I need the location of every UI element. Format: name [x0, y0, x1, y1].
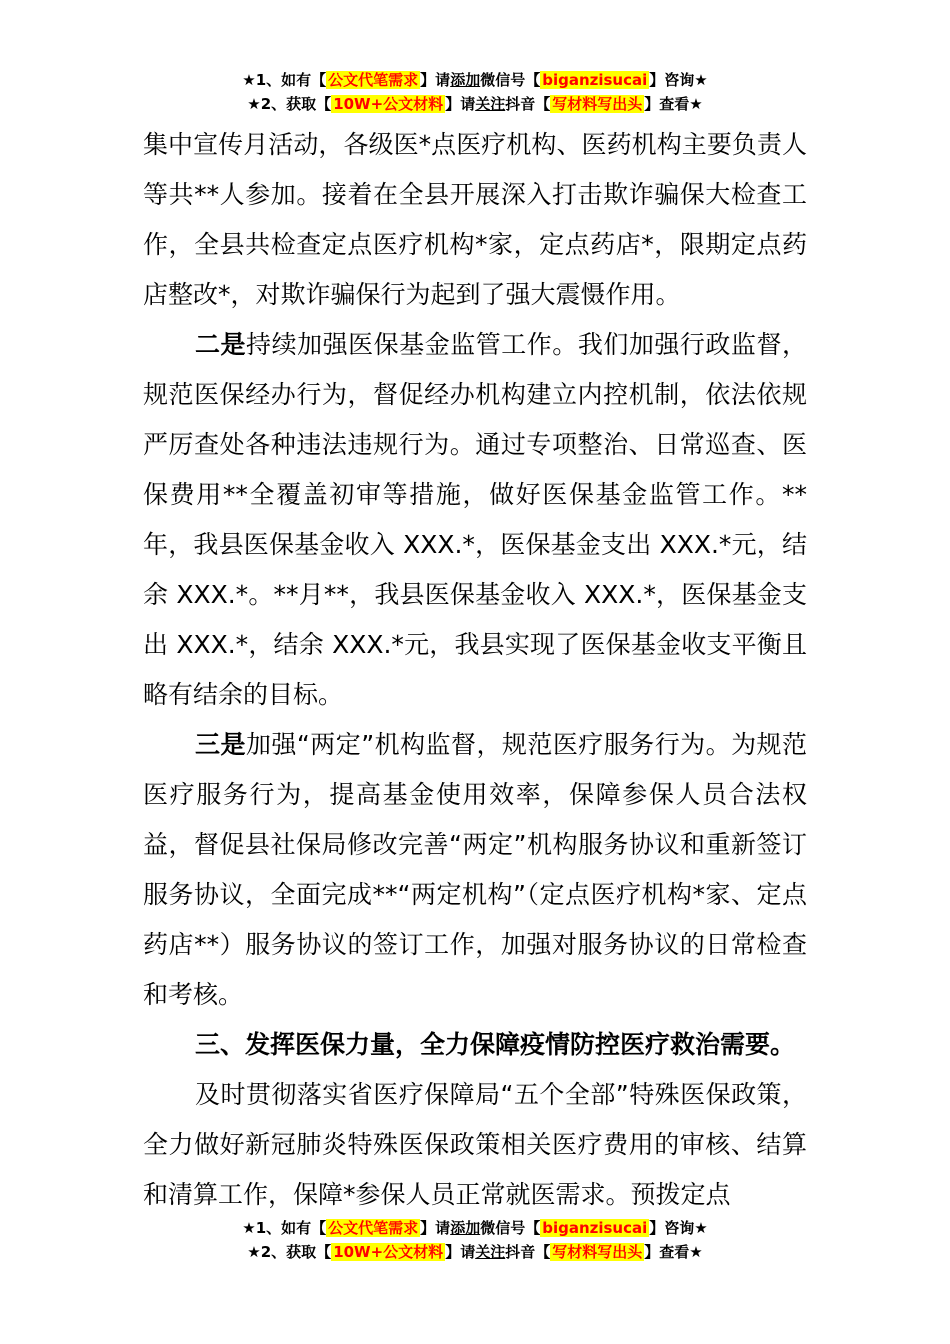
section-heading: 三、发挥医保力量，全力保障疫情防控医疗救治需要。	[195, 1030, 796, 1059]
banner-text: 】请	[420, 1219, 451, 1237]
banner-highlight: 写材料写出头	[552, 95, 643, 113]
banner-highlight: biganzisucai	[542, 1219, 648, 1237]
banner-highlight: 10W+公文材料	[333, 1243, 444, 1261]
banner-text: ★2、获取【	[247, 95, 332, 113]
banner-text: ★2、获取【	[247, 1243, 332, 1261]
banner-underline: 关注	[475, 1243, 506, 1261]
banner-underline: 添加	[450, 71, 481, 89]
paragraph-3	[143, 720, 807, 1020]
footer-banner	[0, 1216, 950, 1264]
banner-text: ★1、如有【	[242, 71, 327, 89]
paragraph-text: 持续加强医保基金监管工作。我们加强行政监督，规范医保经办行为，督促经办机构建立内控机制，依法依规严厉查处各种违法违规行为。通过专项整治、日常巡查、医保费用**全覆盖初审等措施，做好医保基金监管工作。**年，我县医保基金收入 XXX.*，医保基金支出 XXX.*元，结余 XXX.*。**月**，我县医保基金收入 XXX.*，医保基金支出 XXX.*，结余 XXX.*元，我县实现了医保基金收支平衡且略有结余的目标。	[143, 330, 807, 709]
paragraph-lead: 三是	[195, 730, 246, 759]
banner-text: 微信号【	[480, 1219, 541, 1237]
banner-text: 】查看★	[644, 95, 703, 113]
banner-text: 】请	[445, 1243, 476, 1261]
document-body	[143, 120, 807, 1220]
banner-text: 】查看★	[644, 1243, 703, 1261]
banner-text: 】咨询★	[649, 71, 708, 89]
banner-highlight: 写材料写出头	[552, 1243, 643, 1261]
banner-text: 抖音【	[505, 95, 551, 113]
banner-text: ★1、如有【	[242, 1219, 327, 1237]
banner-line-1	[0, 68, 950, 92]
banner-text: 微信号【	[480, 71, 541, 89]
banner-line-1	[0, 1216, 950, 1240]
banner-highlight: biganzisucai	[542, 71, 648, 89]
paragraph-4: 及时贯彻落实省医疗保障局“五个全部”特殊医保政策，全力做好新冠肺炎特殊医保政策相关医疗费用的审核、结算和清算工作，保障*参保人员正常就医需求。预拨定点	[143, 1080, 807, 1209]
paragraph-2	[143, 320, 807, 720]
paragraph-lead: 二是	[195, 330, 247, 359]
banner-text: 抖音【	[505, 1243, 551, 1261]
banner-highlight: 10W+公文材料	[333, 95, 444, 113]
paragraph-text: 加强“两定”机构监督，规范医疗服务行为。为规范医疗服务行为，提高基金使用效率，保障参保人员合法权益，督促县社保局修改完善“两定”机构服务协议和重新签订服务协议，全面完成**“两定机构”（定点医疗机构*家、定点药店**）服务协议的签订工作，加强对服务协议的日常检查和考核。	[143, 730, 807, 1009]
banner-highlight: 公文代笔需求	[328, 1219, 419, 1237]
banner-underline: 添加	[450, 1219, 481, 1237]
banner-text: 】请	[420, 71, 451, 89]
banner-highlight: 公文代笔需求	[328, 71, 419, 89]
banner-text: 】咨询★	[649, 1219, 708, 1237]
banner-underline: 关注	[475, 95, 506, 113]
paragraph-1: 集中宣传月活动，各级医*点医疗机构、医药机构主要负责人等共**人参加。接着在全县开展深入打击欺诈骗保大检查工作，全县共检查定点医疗机构*家，定点药店*，限期定点药店整改*，对欺诈骗保行为起到了强大震慑作用。	[143, 130, 807, 309]
header-banner	[0, 68, 950, 116]
banner-line-2	[0, 92, 950, 116]
banner-text: 】请	[445, 95, 476, 113]
banner-line-2	[0, 1240, 950, 1264]
